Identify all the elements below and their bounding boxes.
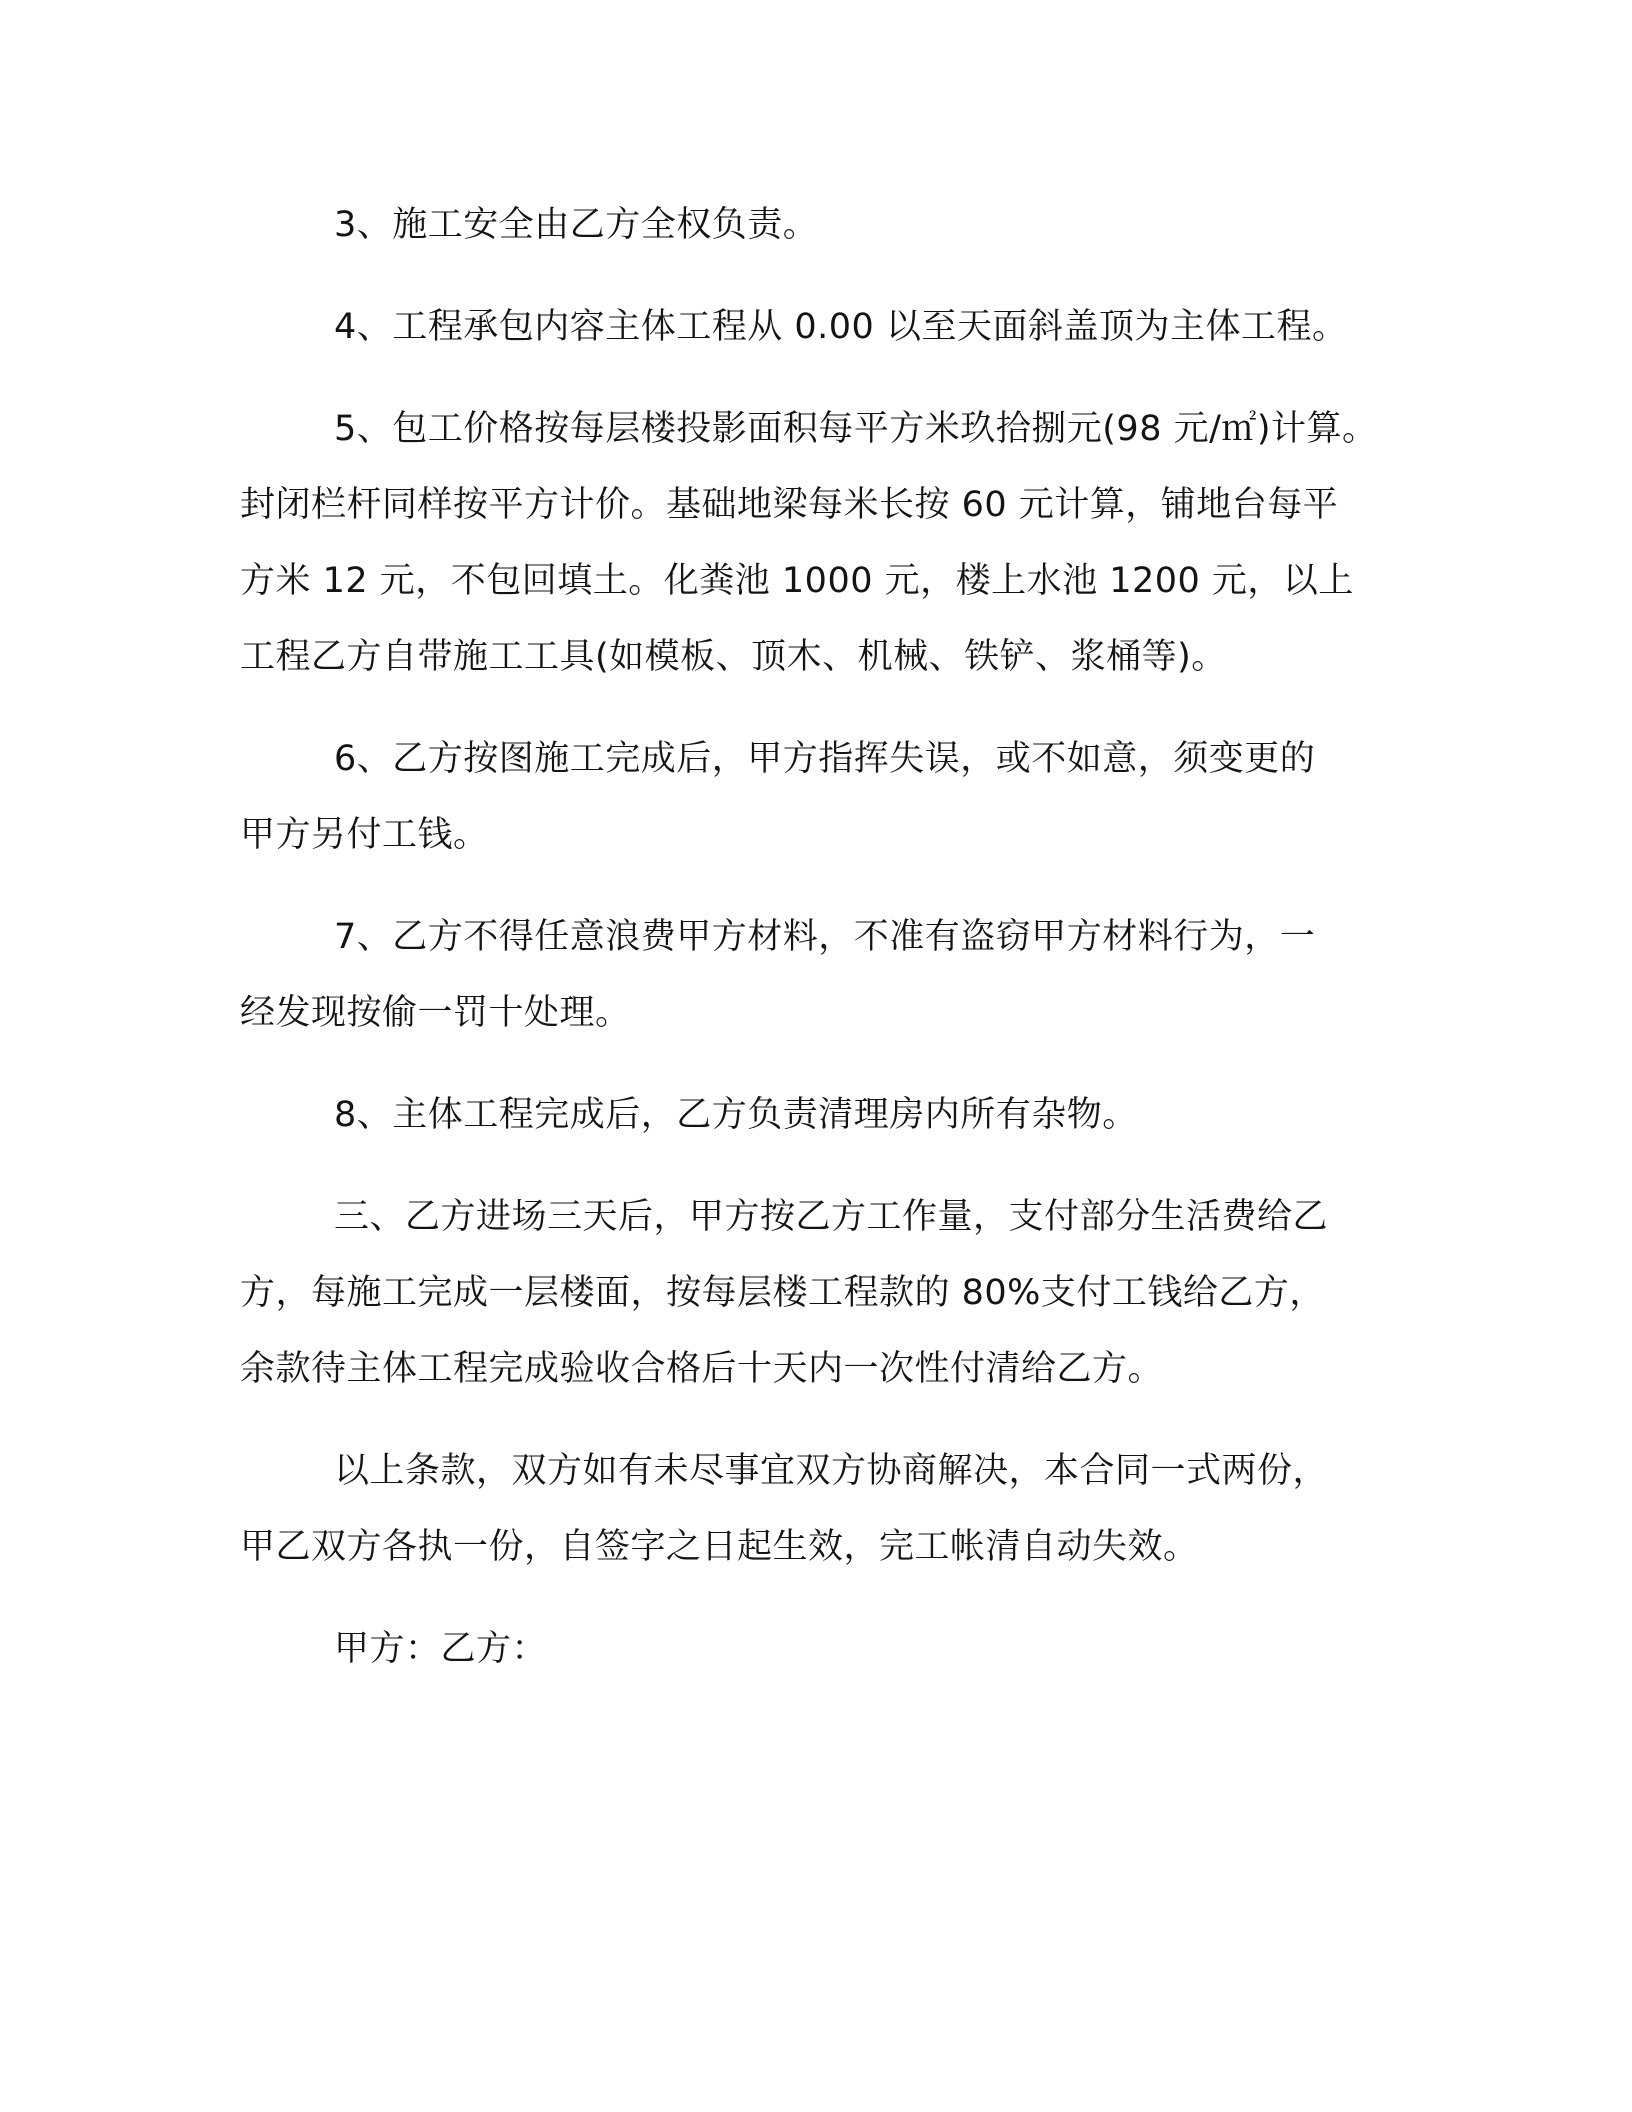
text-line: 以上条款，双方如有未尽事宜双方协商解决，本合同一式两份，: [334, 1451, 1329, 1491]
text-line: 封闭栏杆同样按平方计价。基础地梁每米长按 60 元计算，铺地台每平: [240, 485, 1339, 525]
signature-line: [240, 1611, 1400, 1687]
text-line: 甲方：乙方：: [334, 1629, 548, 1669]
clause-3: [240, 187, 1400, 263]
text-line: 工程乙方自带施工工具(如模板、顶木、机械、铁铲、浆桶等)。: [240, 637, 1227, 677]
text-line: 方米 12 元，不包回填土。化粪池 1000 元，楼上水池 1200 元，以上: [240, 561, 1354, 601]
clause-4: [240, 289, 1400, 365]
clause-6: [240, 721, 1400, 873]
text-line: 甲乙双方各执一份，自签字之日起生效，完工帐清自动失效。: [240, 1527, 1199, 1567]
text-line: 6、乙方按图施工完成后，甲方指挥失误，或不如意，须变更的: [334, 739, 1316, 779]
text-line: 经发现按偷一罚十处理。: [240, 993, 631, 1033]
text-line: 5、包工价格按每层楼投影面积每平方米玖拾捌元(98 元/㎡)计算。: [334, 409, 1378, 449]
text-line: 3、施工安全由乙方全权负责。: [334, 205, 819, 245]
closing-terms: [240, 1433, 1400, 1585]
clause-8: [240, 1077, 1400, 1153]
clause-7: [240, 899, 1400, 1051]
text-line: 方，每施工完成一层楼面，按每层楼工程款的 80%支付工钱给乙方，: [240, 1273, 1325, 1313]
section-3-payment: [240, 1179, 1400, 1407]
text-line: 三、乙方进场三天后，甲方按乙方工作量，支付部分生活费给乙: [334, 1197, 1329, 1237]
document-body: [240, 187, 1400, 1713]
text-line: 8、主体工程完成后，乙方负责清理房内所有杂物。: [334, 1095, 1138, 1135]
text-line: 甲方另付工钱。: [240, 815, 489, 855]
text-line: 4、工程承包内容主体工程从 0.00 以至天面斜盖顶为主体工程。: [334, 307, 1348, 347]
text-line: 7、乙方不得任意浪费甲方材料，不准有盗窃甲方材料行为，一: [334, 917, 1316, 957]
text-line: 余款待主体工程完成验收合格后十天内一次性付清给乙方。: [240, 1349, 1164, 1389]
clause-5: [240, 391, 1400, 695]
